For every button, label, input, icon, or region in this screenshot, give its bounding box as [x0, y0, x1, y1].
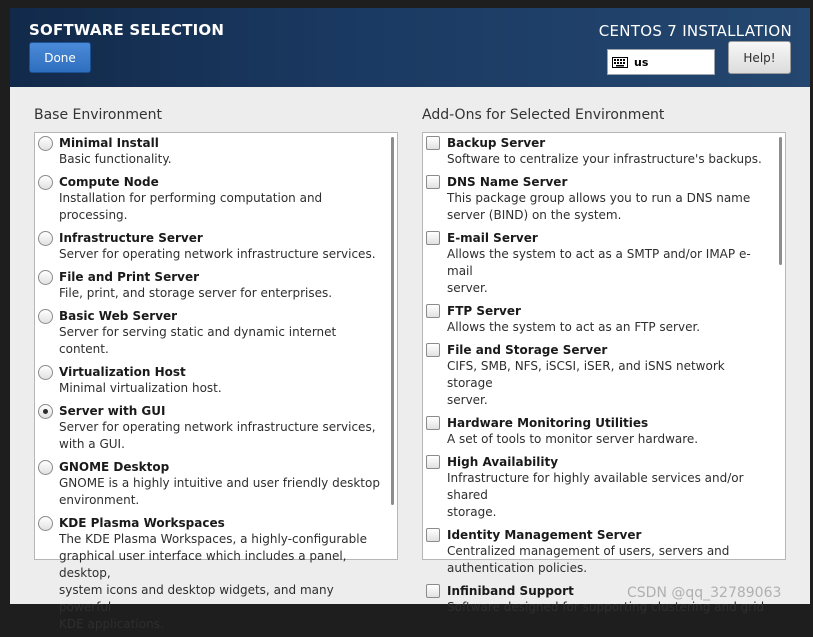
base-item[interactable] — [35, 362, 383, 397]
installer-window — [10, 8, 810, 631]
help-button[interactable]: Help! — [728, 41, 791, 74]
addon-item-name: Hardware Monitoring Utilities — [447, 416, 649, 430]
addon-item[interactable] — [423, 133, 771, 168]
base-item-description: Server for operating network infrastructure services. — [59, 247, 376, 261]
base-item-name: Virtualization Host — [59, 365, 186, 379]
checkbox[interactable] — [426, 528, 440, 542]
radio-button[interactable] — [38, 365, 53, 380]
addon-item-name: FTP Server — [447, 304, 521, 318]
base-item-description: Basic functionality. — [59, 152, 172, 166]
watermark: CSDN @qq_32789063 — [627, 585, 782, 601]
base-item-name: File and Print Server — [59, 270, 200, 284]
base-item-name: Server with GUI — [59, 404, 166, 418]
radio-button[interactable] — [38, 516, 53, 531]
addon-item-description: Infrastructure for highly available services and/or shared storage. — [447, 471, 744, 519]
addon-item-description: Centralized management of users, servers and authentication policies. — [447, 544, 730, 575]
addon-item-description: A set of tools to monitor server hardware. — [447, 432, 699, 446]
addon-item-name: DNS Name Server — [447, 175, 568, 189]
base-item-description: Server for operating network infrastructure services, with a GUI. — [59, 420, 376, 451]
base-item-name: Infrastructure Server — [59, 231, 203, 245]
addon-item-description: Allows the system to act as a SMTP and/or IMAP e-mail server. — [447, 247, 751, 295]
addons-scrollbar-thumb[interactable] — [779, 137, 782, 265]
header-bar — [10, 8, 810, 87]
base-item-name: KDE Plasma Workspaces — [59, 516, 225, 530]
base-item[interactable] — [35, 172, 383, 224]
radio-button[interactable] — [38, 231, 53, 246]
base-scrollbar-thumb[interactable] — [391, 137, 394, 505]
checkbox[interactable] — [426, 175, 440, 189]
addon-item[interactable] — [423, 301, 771, 336]
checkbox[interactable] — [426, 136, 440, 150]
addon-item-name: File and Storage Server — [447, 343, 608, 357]
addon-item-description: CIFS, SMB, NFS, iSCSI, iSER, and iSNS network storage server. — [447, 359, 725, 407]
addon-item-description: Allows the system to act as an FTP server. — [447, 320, 701, 334]
checkbox[interactable] — [426, 231, 440, 245]
addon-item[interactable] — [423, 228, 771, 297]
addon-item[interactable] — [423, 413, 771, 448]
addons-heading: Add-Ons for Selected Environment — [422, 107, 665, 123]
addon-item-description: Software designed for supporting clustering and grid — [447, 600, 765, 614]
base-item-description: Server for serving static and dynamic internet content. — [59, 325, 337, 356]
keyboard-layout-indicator[interactable] — [607, 49, 715, 75]
base-item-name: Compute Node — [59, 175, 159, 189]
radio-button[interactable] — [38, 460, 53, 475]
radio-button[interactable] — [38, 175, 53, 190]
base-item-description: The KDE Plasma Workspaces, a highly-configurable graphical user interface which includes a panel, desktop, system icons and desktop widgets, and many powerful KDE applications. — [59, 532, 367, 631]
installer-title: CENTOS 7 INSTALLATION — [598, 22, 792, 40]
keyboard-icon — [612, 57, 628, 68]
done-button[interactable]: Done — [29, 42, 91, 73]
addon-item-description: Software to centralize your infrastructure's backups. — [447, 152, 762, 166]
addon-item[interactable] — [423, 525, 771, 577]
checkbox[interactable] — [426, 304, 440, 318]
addon-item-name: Backup Server — [447, 136, 546, 150]
base-item-description: GNOME is a highly intuitive and user friendly desktop environment. — [59, 476, 380, 507]
base-item[interactable] — [35, 513, 383, 633]
base-item-name: Minimal Install — [59, 136, 159, 150]
addon-item-name: Infiniband Support — [447, 584, 574, 598]
base-item-description: Installation for performing computation and processing. — [59, 191, 323, 222]
base-item[interactable] — [35, 401, 383, 453]
base-item[interactable] — [35, 133, 383, 168]
addon-item-name: High Availability — [447, 455, 559, 469]
checkbox[interactable] — [426, 455, 440, 469]
base-environment-heading: Base Environment — [34, 107, 162, 123]
radio-button[interactable] — [38, 136, 53, 151]
addon-item[interactable] — [423, 340, 771, 409]
page-title: SOFTWARE SELECTION — [29, 21, 225, 39]
base-item-name: GNOME Desktop — [59, 460, 170, 474]
addon-item-name: E-mail Server — [447, 231, 538, 245]
radio-button[interactable] — [38, 404, 53, 419]
base-item[interactable] — [35, 457, 383, 509]
addon-item[interactable] — [423, 452, 771, 521]
base-item-description: Minimal virtualization host. — [59, 381, 222, 395]
checkbox[interactable] — [426, 416, 440, 430]
base-item[interactable] — [35, 267, 383, 302]
base-item-name: Basic Web Server — [59, 309, 178, 323]
keyboard-layout-label: us — [634, 55, 649, 69]
addon-item-description: This package group allows you to run a DNS name server (BIND) on the system. — [447, 191, 751, 222]
radio-button[interactable] — [38, 270, 53, 285]
addons-scrollbar[interactable] — [775, 133, 785, 559]
base-item-description: File, print, and storage server for enterprises. — [59, 286, 333, 300]
base-item[interactable] — [35, 306, 383, 358]
checkbox[interactable] — [426, 343, 440, 357]
checkbox[interactable] — [426, 584, 440, 598]
addon-item[interactable] — [423, 172, 771, 224]
base-scrollbar[interactable] — [387, 133, 397, 559]
radio-button[interactable] — [38, 309, 53, 324]
base-environment-list[interactable] — [34, 132, 398, 631]
addon-item-name: Identity Management Server — [447, 528, 642, 542]
base-item[interactable] — [35, 228, 383, 263]
